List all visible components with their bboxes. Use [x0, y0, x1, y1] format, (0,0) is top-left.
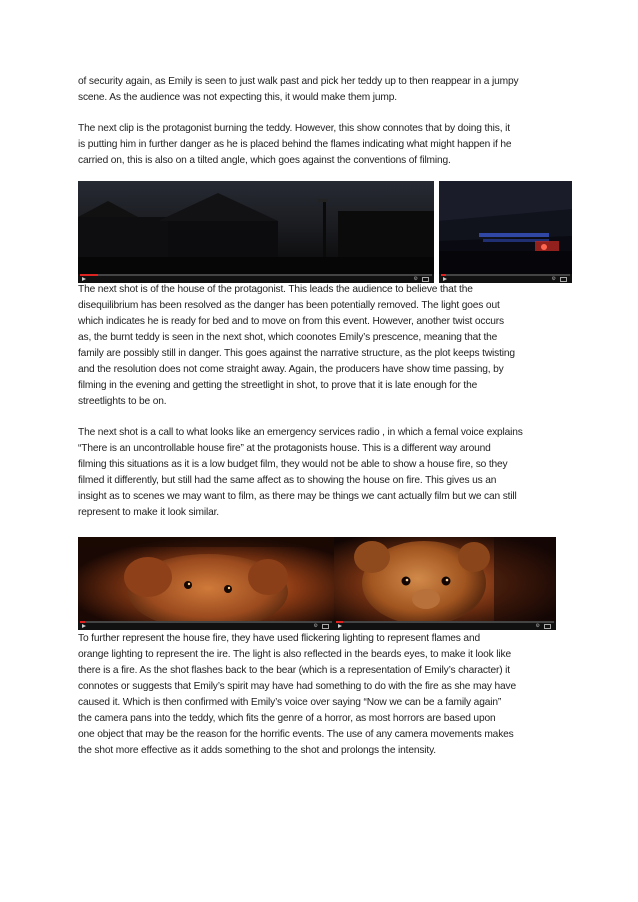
- text-line: which indicates he is ready for bed and to move on from this event. However, another twist occurs: [78, 316, 504, 327]
- text-line: filming this situations as it is a low budget film, they would not be able to show a house fire, so they: [78, 459, 508, 470]
- play-icon[interactable]: [338, 624, 342, 628]
- gear-icon[interactable]: ⚙: [535, 623, 540, 629]
- text-line: connotes or suggests that Emily’s spirit may have had something to do with the fire as she may have: [78, 681, 516, 692]
- text-line: disequilibrium has been resolved as the danger has been potentially removed. The light goes out: [78, 300, 500, 311]
- play-icon[interactable]: [443, 277, 447, 281]
- play-icon[interactable]: [82, 277, 86, 281]
- text-line: insight as to scenes we may want to film, as there may be things we cant actually film but we can still: [78, 491, 517, 502]
- fullscreen-icon[interactable]: [544, 624, 551, 629]
- paragraph-3: [78, 282, 564, 410]
- text-line: carried on, this is also on a tilted angle, which goes against the conventions of filming.: [78, 155, 451, 166]
- text-line: is putting him in further danger as he is placed behind the flames indicating what might happen if he: [78, 139, 512, 150]
- text-line: To further represent the house fire, they have used flickering lighting to represent flames and: [78, 633, 480, 644]
- gear-icon[interactable]: ⚙: [413, 276, 418, 282]
- video-controls[interactable]: [78, 621, 334, 630]
- text-line: scene. As the audience was not expecting this, it would make them jump.: [78, 92, 397, 103]
- teddy-fire-still-1: [78, 537, 334, 630]
- house-night-image: [78, 181, 434, 274]
- text-line: The next shot is of the house of the protagonist. This leads the audience to believe that the: [78, 284, 473, 295]
- text-line: “There is an uncontrollable house fire” at the protagonists house. This is a different way around: [78, 443, 491, 454]
- text-line: there is a fire. As the shot flashes back to the bear (which is a representation of Emily’s character) it: [78, 665, 510, 676]
- text-line: one object that may be the reason for the horrific events. The use of any camera movements makes: [78, 729, 514, 740]
- text-line: family are possibly still in danger. This goes against the narrative structure, as the plot keeps twisting: [78, 348, 515, 359]
- text-line: the camera pans into the teddy, which fits the genre of a horror, as most horrors are based upon: [78, 713, 496, 724]
- text-line: The next clip is the protagonist burning the teddy. However, this show connotes that by doing this, it: [78, 123, 510, 134]
- text-line: filming in the evening and getting the streetlight in shot, to prove that it is late enough for the: [78, 380, 478, 391]
- text-line: the shot more effective as it adds something to the shot and prolongs the intensity.: [78, 745, 436, 756]
- text-line: represent to make it look similar.: [78, 507, 219, 518]
- text-line: and the resolution does not come straight away. Again, the producers have show time passing, by: [78, 364, 504, 375]
- video-progress[interactable]: [80, 274, 98, 276]
- text-line: filmed it differently, but still had the same affect as to showing the house on fire. This gives us an: [78, 475, 497, 486]
- text-line: caused it. Which is then confirmed with Emily’s voice over saying “Now we can be a family again”: [78, 697, 502, 708]
- gear-icon[interactable]: ⚙: [551, 276, 556, 282]
- fullscreen-icon[interactable]: [322, 624, 329, 629]
- video-progress[interactable]: [441, 274, 446, 276]
- teddy-fire-still-2: [334, 537, 556, 630]
- text-line: as, the burnt teddy is seen in the next shot, which coonotes Emily’s prescence, meaning that the: [78, 332, 498, 343]
- paragraph-2: [78, 121, 564, 169]
- house-night-still: [78, 181, 434, 283]
- gear-icon[interactable]: ⚙: [313, 623, 318, 629]
- video-progress[interactable]: [80, 621, 85, 623]
- play-icon[interactable]: [82, 624, 86, 628]
- paragraph-4: [78, 425, 564, 521]
- teddy-closeup-image: [334, 537, 556, 621]
- text-line: The next shot is a call to what looks like an emergency services radio , in which a femal voice explains: [78, 427, 523, 438]
- car-interior-image: [439, 181, 572, 274]
- paragraph-1: [78, 74, 564, 106]
- text-line: orange lighting to represent the ire. The light is also reflected in the beards eyes, to make it look like: [78, 649, 511, 660]
- car-interior-still: [439, 181, 572, 283]
- teddy-fire-image: [78, 537, 334, 621]
- text-line: streetlights to be on.: [78, 396, 167, 407]
- video-progress[interactable]: [336, 621, 343, 623]
- text-line: of security again, as Emily is seen to just walk past and pick her teddy up to then reappear in a jumpy: [78, 76, 519, 87]
- paragraph-5: [78, 631, 564, 759]
- video-controls[interactable]: [334, 621, 556, 630]
